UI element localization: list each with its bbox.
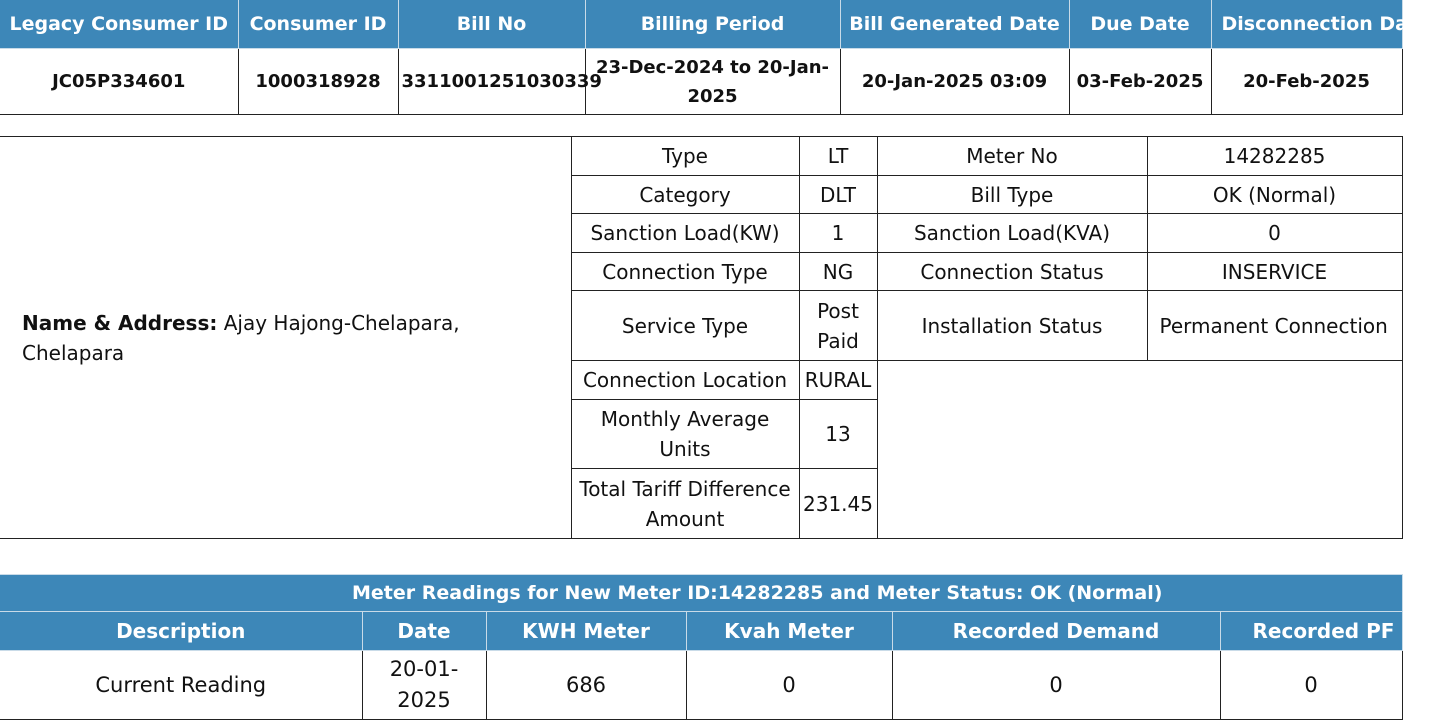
- reading-kwh: 686: [486, 651, 686, 720]
- bill-type-value: OK (Normal): [1147, 176, 1402, 214]
- header-due-date: Due Date: [1069, 0, 1211, 49]
- reading-date: 20-01-2025: [362, 651, 486, 720]
- bill-generated-date-value: 20-Jan-2025 03:09: [840, 49, 1069, 115]
- header-bill-generated-date: Bill Generated Date: [840, 0, 1069, 49]
- monthly-average-units-value: 13: [799, 400, 877, 469]
- header-consumer-id: Consumer ID: [238, 0, 398, 49]
- name-address-cell: [0, 137, 571, 539]
- type-label: Type: [571, 137, 799, 176]
- name-address-label: Name & Address:: [22, 310, 218, 335]
- service-type-value: Post Paid: [799, 291, 877, 361]
- meter-readings-caption: Meter Readings for New Meter ID:14282285 and Meter Status: OK (Normal): [0, 575, 1402, 612]
- col-kvah-meter: Kvah Meter: [686, 612, 892, 651]
- service-type-label: Service Type: [571, 291, 799, 361]
- installation-status-value: Permanent Connection: [1147, 291, 1402, 361]
- reading-pf: 0: [1220, 651, 1402, 720]
- col-kwh-meter: KWH Meter: [486, 612, 686, 651]
- legacy-consumer-id-value: JC05P334601: [0, 49, 238, 115]
- connection-type-label: Connection Type: [571, 253, 799, 291]
- name-address-value: Ajay Hajong-Chelapara, Chelapara: [22, 310, 460, 365]
- meter-readings-table: [0, 574, 1403, 720]
- tariff-difference-label: Total Tariff Difference Amount: [571, 469, 799, 539]
- header-disconnection-date: Disconnection Date: [1211, 0, 1402, 49]
- connection-location-value: RURAL: [799, 361, 877, 400]
- meter-no-value: 14282285: [1147, 137, 1402, 176]
- bill-header-table: [0, 0, 1430, 115]
- bill-type-label: Bill Type: [877, 176, 1147, 214]
- consumer-id-value: 1000318928: [238, 49, 398, 115]
- connection-status-value: INSERVICE: [1147, 253, 1402, 291]
- col-recorded-demand: Recorded Demand: [892, 612, 1220, 651]
- connection-location-label: Connection Location: [571, 361, 799, 400]
- reading-kvah: 0: [686, 651, 892, 720]
- col-date: Date: [362, 612, 486, 651]
- due-date-value: 03-Feb-2025: [1069, 49, 1211, 115]
- col-description: Description: [0, 612, 362, 651]
- meter-no-label: Meter No: [877, 137, 1147, 176]
- tariff-difference-value: 231.45: [799, 469, 877, 539]
- reading-description: Current Reading: [0, 651, 362, 720]
- sanction-load-kva-label: Sanction Load(KVA): [877, 214, 1147, 253]
- connection-type-value: NG: [799, 253, 877, 291]
- bill-header-row: [0, 0, 1402, 49]
- sanction-load-kw-label: Sanction Load(KW): [571, 214, 799, 253]
- consumer-details-table: [0, 136, 1403, 539]
- table-row: [0, 651, 1402, 720]
- type-value: LT: [799, 137, 877, 176]
- header-legacy-consumer-id: Legacy Consumer ID: [0, 0, 238, 49]
- connection-status-label: Connection Status: [877, 253, 1147, 291]
- sanction-load-kw-value: 1: [799, 214, 877, 253]
- billing-period-value: 23-Dec-2024 to 20-Jan-2025: [585, 49, 840, 115]
- monthly-average-units-label: Monthly Average Units: [571, 400, 799, 469]
- header-bill-no: Bill No: [398, 0, 585, 49]
- reading-demand: 0: [892, 651, 1220, 720]
- category-value: DLT: [799, 176, 877, 214]
- header-billing-period: Billing Period: [585, 0, 840, 49]
- sanction-load-kva-value: 0: [1147, 214, 1402, 253]
- bill-values-row: [0, 49, 1402, 115]
- bill-no-value: 3311001251030339: [398, 49, 585, 115]
- col-recorded-pf: Recorded PF: [1220, 612, 1402, 651]
- installation-status-label: Installation Status: [877, 291, 1147, 361]
- category-label: Category: [571, 176, 799, 214]
- disconnection-date-value: 20-Feb-2025: [1211, 49, 1402, 115]
- meter-readings-header-row: [0, 612, 1402, 651]
- blank-cell: [877, 361, 1402, 539]
